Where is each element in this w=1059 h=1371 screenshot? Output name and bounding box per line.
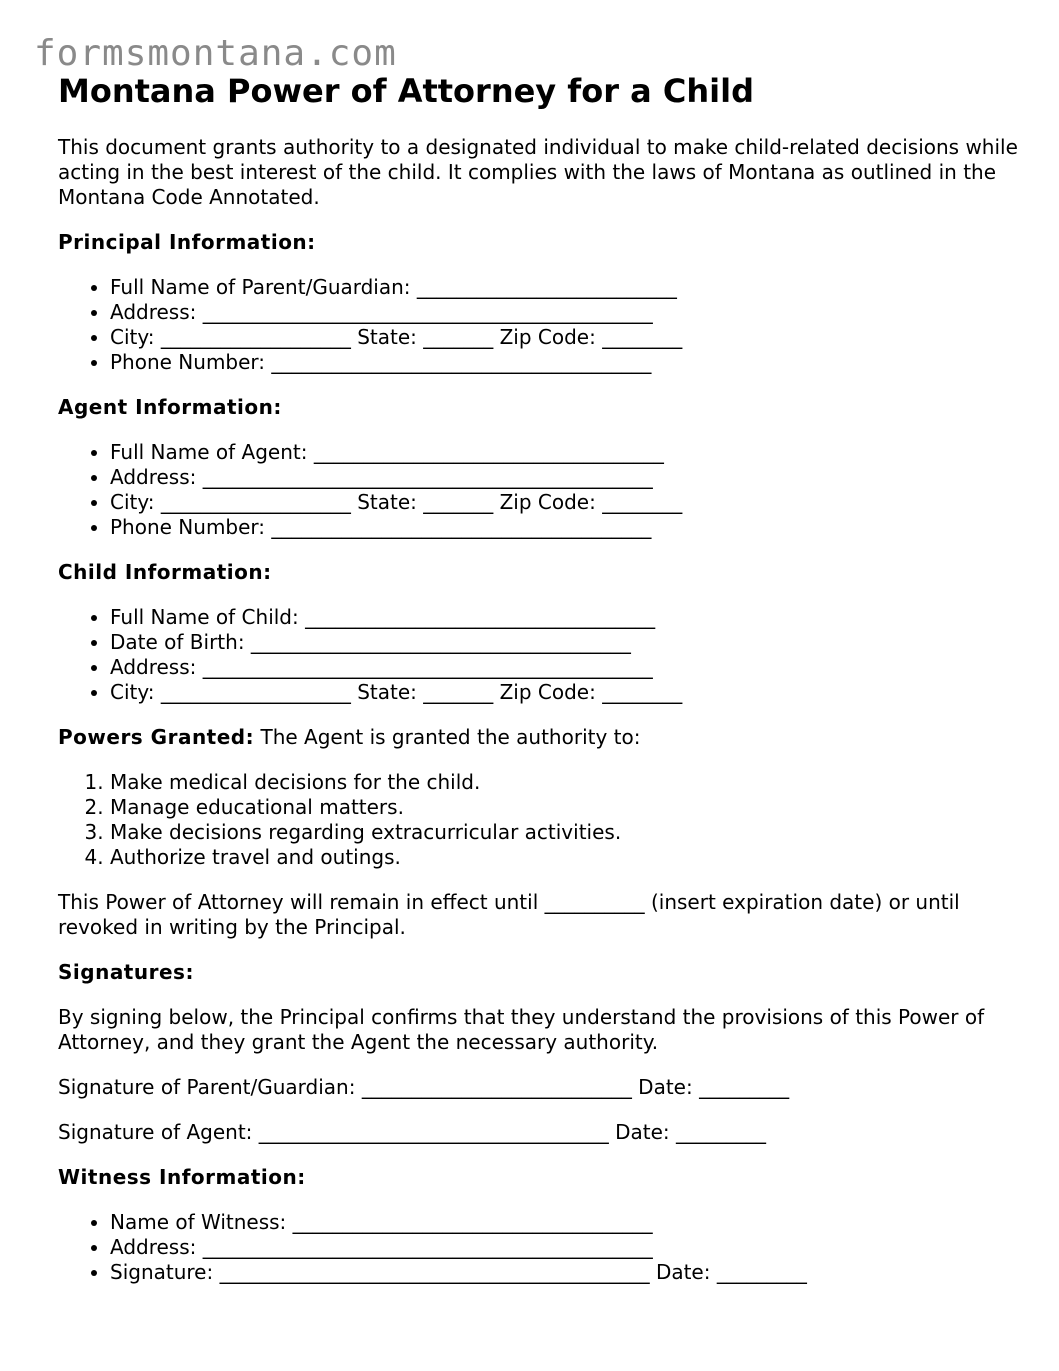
principal-city-state-zip-field: • City: ___________________ State: _______ Zip Code: ________ [110, 325, 1018, 350]
signatures-heading: Signatures: [58, 960, 194, 984]
power-item: 1. Make medical decisions for the child. [110, 770, 1018, 795]
parent-signature-line: Signature of Parent/Guardian: ___________________________ Date: _________ [58, 1075, 790, 1099]
witness-list [58, 1210, 1018, 1285]
child-address-field: • Address: _____________________________________________ [110, 655, 1018, 680]
powers-list [58, 770, 1018, 870]
intro-paragraph: This document grants authority to a designated individual to make child-related decisions while acting in the best interest of the child. It complies with the laws of Montana as outlined in the Montana Code Annotated. [58, 135, 1018, 209]
child-city-state-zip-field: • City: ___________________ State: _______ Zip Code: ________ [110, 680, 1018, 705]
agent-signature-line: Signature of Agent: ___________________________________ Date: _________ [58, 1120, 767, 1144]
child-dob-field: • Date of Birth: ______________________________________ [110, 630, 1018, 655]
agent-heading: Agent Information: [58, 395, 282, 419]
power-item: 3. Make decisions regarding extracurricular activities. [110, 820, 1018, 845]
powers-label: Powers Granted: [58, 725, 255, 749]
document-body [58, 135, 1018, 1305]
signatures-statement: By signing below, the Principal confirms that they understand the provisions of this Power of Attorney, and they grant the Agent the necessary authority. [58, 1005, 985, 1054]
child-heading: Child Information: [58, 560, 272, 584]
agent-city-state-zip-field: • City: ___________________ State: _______ Zip Code: ________ [110, 490, 1018, 515]
powers-intro [58, 725, 1018, 750]
powers-text: The Agent is granted the authority to: [254, 725, 641, 749]
witness-signature-field: • Signature: ___________________________________________ Date: _________ [110, 1260, 1018, 1285]
principal-heading: Principal Information: [58, 230, 316, 254]
witness-heading: Witness Information: [58, 1165, 306, 1189]
duration-paragraph: This Power of Attorney will remain in effect until __________ (insert expiration date) or until revoked in writing by the Principal. [58, 890, 960, 939]
power-item: 2. Manage educational matters. [110, 795, 1018, 820]
child-name-field: • Full Name of Child: ___________________________________ [110, 605, 1018, 630]
page-title: Montana Power of Attorney for a Child [58, 72, 754, 110]
child-list [58, 605, 1018, 705]
principal-list [58, 275, 1018, 375]
principal-name-field: • Full Name of Parent/Guardian: __________________________ [110, 275, 1018, 300]
power-item: 4. Authorize travel and outings. [110, 845, 1018, 870]
principal-address-field: • Address: _____________________________________________ [110, 300, 1018, 325]
agent-address-field: • Address: _____________________________________________ [110, 465, 1018, 490]
agent-list [58, 440, 1018, 540]
agent-name-field: • Full Name of Agent: ___________________________________ [110, 440, 1018, 465]
principal-phone-field: • Phone Number: ______________________________________ [110, 350, 1018, 375]
witness-name-field: • Name of Witness: ____________________________________ [110, 1210, 1018, 1235]
site-watermark: formsmontana.com [34, 33, 397, 74]
agent-phone-field: • Phone Number: ______________________________________ [110, 515, 1018, 540]
witness-address-field: • Address: _____________________________________________ [110, 1235, 1018, 1260]
